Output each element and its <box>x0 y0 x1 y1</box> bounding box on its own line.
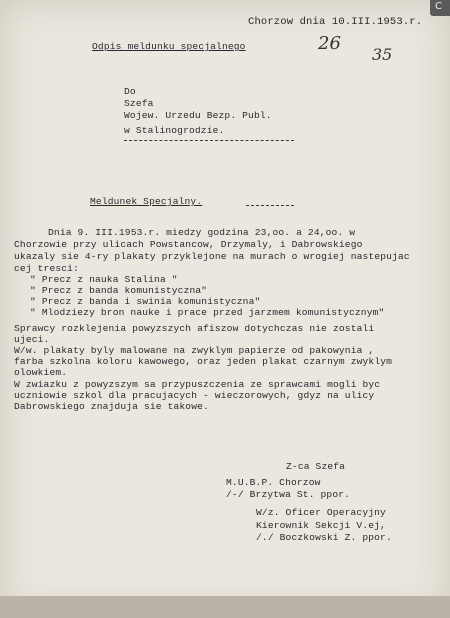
report-heading: Meldunek Specjalny. <box>90 196 203 207</box>
body-line-16: Dabrowskiego znajduja sie takowe. <box>14 401 209 412</box>
officer-line-3: /./ Boczkowski Z. ppor. <box>256 532 392 543</box>
officer-line-1: W/z. Oficer Operacyjny <box>256 507 386 518</box>
body-line-14: W zwiazku z powyzszym sa przypuszczenia ze sprawcami mogli byc <box>14 379 381 390</box>
body-line-15: uczniowie szkol dla pracujacych - wieczorowych, gdyz na ulicy <box>14 390 375 401</box>
handwritten-number-2: 35 <box>372 45 393 64</box>
body-line-1: Dnia 9. III.1953.r. miedzy godzina 23,oo. a 24,oo. w <box>48 227 356 238</box>
handwritten-number-1: 26 <box>318 33 341 54</box>
body-line-12: farba szkolna koloru kawowego, oraz jeden plakat czarnym zwyklym <box>14 356 393 367</box>
body-line-4: cej tresci: <box>14 263 79 274</box>
body-line-7: " Precz z banda i swinia komunistyczna" <box>30 296 261 307</box>
corner-mark: C <box>435 1 442 12</box>
signature-line-1: Z-ca Szefa <box>286 461 346 472</box>
signature-line-2: M.U.B.P. Chorzow <box>226 477 321 488</box>
officer-line-2: Kierownik Sekcji V.ej, <box>256 520 386 531</box>
body-line-2: Chorzowie przy ulicach Powstancow, Drzymaly, i Dabrowskiego <box>14 239 363 250</box>
corner-tab <box>430 0 450 16</box>
body-line-13: olowkiem. <box>14 367 68 378</box>
addressee-line-3: Wojew. Urzedu Bezp. Publ. <box>124 110 272 121</box>
body-line-9: Sprawcy rozklejenia powyzszych afiszow dotychczas nie zostali <box>14 323 375 334</box>
body-line-5: " Precz z nauka Stalina " <box>30 274 178 285</box>
document-title: Odpis meldunku specjalnego <box>92 41 246 52</box>
body-line-3: ukazaly sie 4-ry plakaty przyklejone na murach o wrogiej nastepujac <box>14 251 410 262</box>
heading-dash <box>246 205 294 206</box>
page-bottom-edge <box>0 596 450 618</box>
body-line-10: ujeci. <box>14 334 50 345</box>
date-line: Chorzow dnia 10.III.1953.r. <box>248 16 423 28</box>
addressee-rule <box>124 140 294 141</box>
addressee-line-1: Do <box>124 86 136 97</box>
addressee-line-2: Szefa <box>124 98 154 109</box>
signature-line-3: /-/ Brzytwa St. ppor. <box>226 489 351 500</box>
body-line-6: " Precz z banda komunistyczna" <box>30 285 208 296</box>
addressee-line-4: w Stalinogrodzie. <box>124 125 225 136</box>
body-line-8: " Mlodziezy bron nauke i prace przed jarzmem komunistycznym" <box>30 307 385 318</box>
body-line-11: W/w. plakaty byly malowane na zwyklym papierze od pakowynia , <box>14 345 375 356</box>
